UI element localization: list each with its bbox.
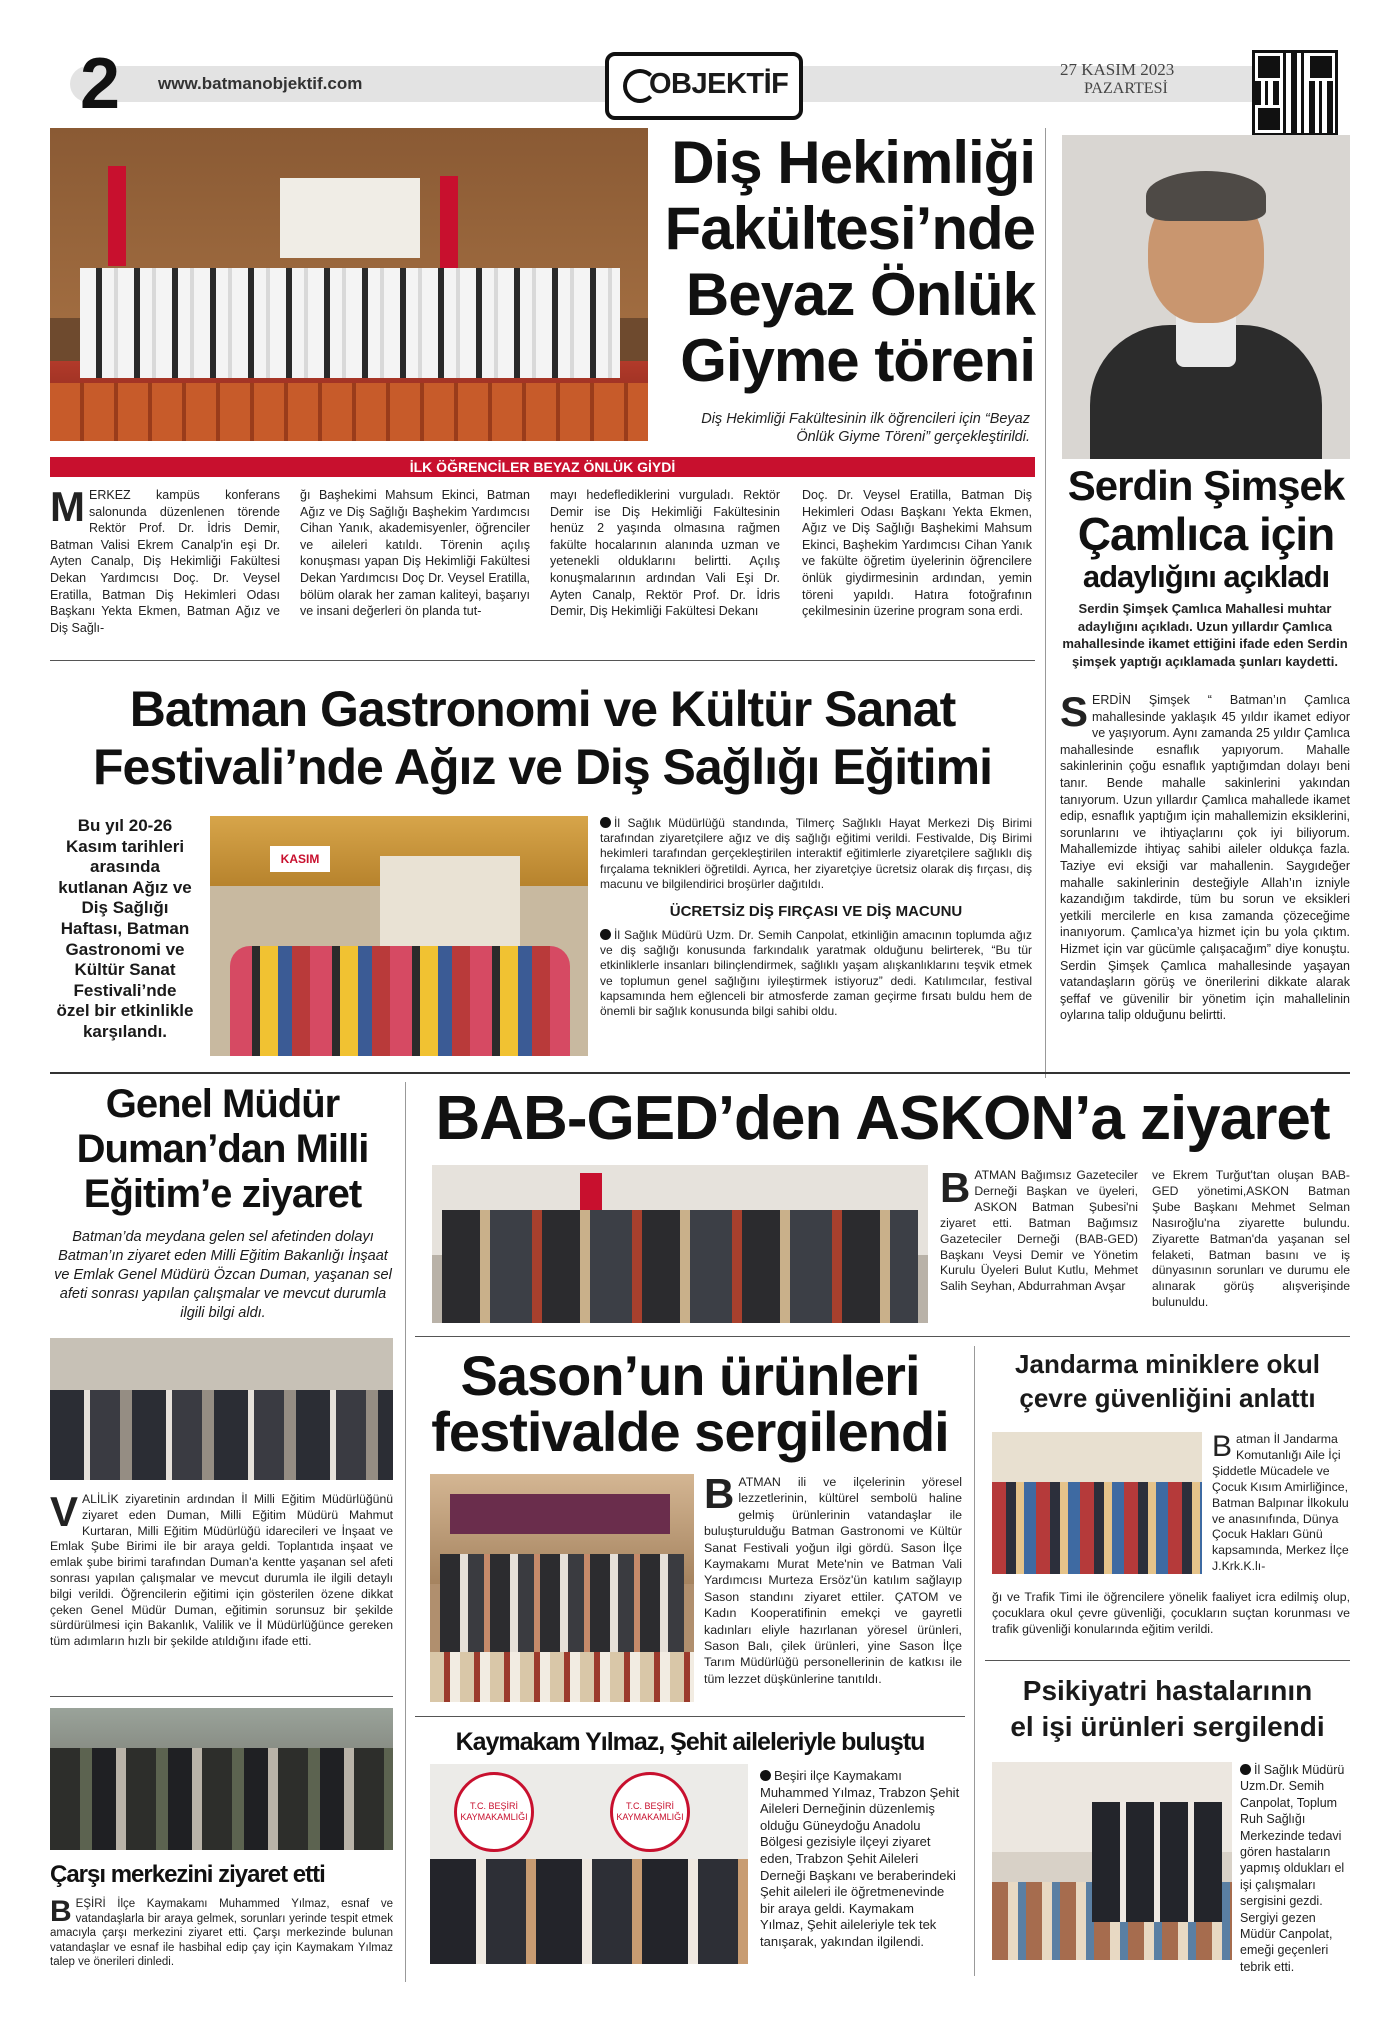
website[interactable]: www.batmanobjektif.com xyxy=(158,74,363,93)
sign-text-left: T.C. BEŞİRİ KAYMAKAMLIĞI xyxy=(460,1801,528,1822)
stand-banner xyxy=(450,1494,670,1534)
divider xyxy=(50,660,1035,661)
bullet-icon xyxy=(600,929,611,940)
officials-group xyxy=(50,1390,393,1480)
students-group xyxy=(80,268,620,378)
story1-caption: Diş Hekimliği Fakültesinin ilk öğrencileri için “Beyaz Önlük Giyme Töreni” gerçekleştirildi. xyxy=(701,411,1030,445)
divider xyxy=(985,1660,1350,1661)
story10-body: İl Sağlık Müdürü Uzm.Dr. Semih Canpolat, Toplum Ruh Sağlığı Merkezinde tedavi gören hastaların yapmış oldukları el işi çalışmaları sergisini gezdi. Sergiyi gezen Müdür Canpolat, emeği geçenleri tebrik etti. xyxy=(1240,1763,1345,1974)
story4-body: VALİLİK ziyaretinin ardından İl Milli Eğitim Müdürlüğünü ziyaret eden Duman, Milli Eğitim Müdürü Mahmut Kurtaran, Milli Eğitim Müdürlüğü idarecileri ve İnşaat ve Emlak Şube Birimi ile bir araya geldi. Toplantıda inşaat ve emlak şube birimi tarafından Duman'a kentte yaşanan sel afeti sonrası yapılan çalışmalar ve mevcut durumla ile ilgili detaylı bilgi verildi. Öğrencilerin eğitimi için gösterilen özene dikkat çeken Genel Müdür Duman, eğitimin sorunsuz bir şekilde sürdürülmesi için Bakanlık, Valilik ve İl Müdürlüğünce gereken tüm adımların hızlı bir şekilde atıldığını ifade etti. xyxy=(50,1488,393,1649)
divider xyxy=(50,1696,393,1697)
story7-body1: Batman İl Jandarma Komutanlığı Aile İçi Şiddetle Mücadele ve Çocuk Kısım Amirliğince, Batman Balpınar İlkokulu ve anasınıfında, Dünya Çocuk Hakları Günü kapsamında, Merkez İlçe J.Krk.K.lı- xyxy=(1212,1430,1349,1574)
issue-date: 27 KASIM 2023 xyxy=(1060,60,1175,79)
story1-columns xyxy=(50,483,1035,639)
flag-right xyxy=(440,176,458,276)
story1-dropcap: M xyxy=(50,483,85,530)
story5-title: BAB-GED’den ASKON’a ziyaret xyxy=(435,1084,1330,1153)
visitors-row xyxy=(440,1554,684,1654)
visitors-standing xyxy=(1092,1802,1222,1922)
story6-photo xyxy=(430,1474,694,1702)
story1-col3: mayı hedeflediklerini vurguladı. Rektör Demir ise Diş Hekimliği Fakültesinin henüz 2 yaşında olmasına rağmen fakülte hocalarının alanında uzman ve yetenekli olduklarını belirtti. Açılış konuşmalarının ardından Vali Eşi Dr. Ayten Canalp, Rektör Prof. Dr. İdris Demir, Diş Hekimliği Fakültesi Dekanı xyxy=(550,488,780,619)
children-group xyxy=(230,946,570,1056)
story4-title-line3: Eğitim’e ziyaret xyxy=(83,1172,362,1216)
bullet-icon xyxy=(760,1770,771,1781)
bullet-icon xyxy=(1240,1764,1251,1775)
projection-screen xyxy=(280,178,420,258)
story9-photo xyxy=(430,1764,748,1964)
story9-body: Beşiri ilçe Kaymakamı Muhammed Yılmaz, Trabzon Şehit Aileleri Derneğinin düzenlemiş olduğu Güneydoğu Anadolu Bölgesi gezisiyle ilçeyi ziyaret eden, Trabzon Şehit Aileleri Derneği Başkanı ve beraberindeki Şehit aileleri ile öğretmenevinde bir araya geldi. Kaymakam Yılmaz, Şehit aileleriyle tek tek tanışarak, yakından ilgilendi. xyxy=(760,1768,960,1949)
story6-dropcap: B xyxy=(704,1470,735,1517)
story7-title-line1: Jandarma miniklere okul xyxy=(1015,1349,1320,1379)
story1-col1: MERKEZ kampüs konferans salonunda düzenlenen törende Rektör Prof. Dr. İdris Demir, Batman Valisi Ekrem Canalp'in eşi Dr. Ayten Canalp, Diş Hekimliği Fakültesi Dekan Yardımcısı Doç. Dr. Veysel Eratilla, Batman Diş Hekimleri Odası Başkanı Yekta Ekmen, Batman Ağız ve Diş Sağlı- xyxy=(50,483,280,635)
story4-title-line2: Duman’dan Milli xyxy=(76,1127,369,1171)
story3-photo xyxy=(210,816,588,1056)
divider xyxy=(415,1716,965,1717)
story9-title: Kaymakam Yılmaz, Şehit aileleriyle buluştu xyxy=(455,1728,925,1756)
visitors-group xyxy=(442,1210,918,1323)
divider xyxy=(405,1082,406,1982)
story1-col4: Doç. Dr. Veysel Eratilla, Batman Diş Hekimleri Odası Başkanı Yekta Ekmen, Ağız ve Diş Sağlığı Başhekimi Mahsum Ekinci, Başhekim Yardımcısı Cihan Yanık ve fakülte öğretim üyelerinin öğrencilere önlük giydirmesinin ardından, yemin töreni yapıldı. Hatıra fotoğrafının çekilmesinin üzerine program sona erdi. xyxy=(802,488,1032,619)
story7-title-line2: çevre güvenliğini anlattı xyxy=(1019,1383,1316,1413)
page-number: 2 xyxy=(80,44,121,124)
story5-col1: BATMAN Bağımsız Gazeteciler Derneği Başkan ve üyeleri, ASKON Batman Şubesi'ni ziyaret etti. Batman Bağımsız Gazeteciler Derneği (BAB-GED) Başkanı Veysi Demir ve Yönetim Kurulu Üyeleri Bulut Kutlu, Mehmet Salih Seyhan, Abdurrahman Avşar xyxy=(940,1164,1138,1294)
story8-dropcap: B xyxy=(50,1895,72,1928)
story3-summary: Bu yıl 20-26 Kasım tarihleri arasında kutlanan Ağız ve Diş Sağlığı Haftası, Batman Gastronomi ve Kültür Sanat Festivali’nde özel bir etkinlikle karşılandı. xyxy=(56,816,194,1041)
issue-day: PAZARTESİ xyxy=(1084,80,1168,97)
story5-photo xyxy=(432,1165,928,1323)
story2-title-line1: Serdin Şimşek xyxy=(1067,462,1345,509)
story4-dropcap: V xyxy=(50,1488,79,1535)
portrait-hair xyxy=(1146,171,1266,221)
audience-row xyxy=(50,383,648,441)
story6-title-line2: festivalde sergilendi xyxy=(431,1400,949,1463)
divider xyxy=(50,1072,1350,1074)
officials-row xyxy=(430,1859,748,1964)
products-table xyxy=(430,1652,694,1702)
story3-text: İl Sağlık Müdürlüğü standında, Tilmerç Sağlıklı Hayat Merkezi Diş Birimi tarafından ziyaretçilere ağız ve diş sağlığı eğitimi verildi. Festivalde, Diş Birimi hekimleri tarafından gerçekleştirilen interaktif eğitimlerle ziyaretçilere sağlıklı diş fırçalama teknikleri öğretildi. Ayrıca, her ziyaretçiye ücretsiz olarak diş fırçası, diş macunu ve bilgilendirici broşürler dağıtıldı. ÜCRETSİZ DİŞ FIRÇASI VE DİŞ MACUNU İl Sağlık Müdürü Uzm. Dr. Semih Canpolat, etkinliğin amacının toplumda ağız ve diş sağlığı konusunda farkındalık yaratmak olduğunu belirterek, “Bu tür etkinliklerle insanları bilinçlendirmek, sağlıklı yaşam alışkanlıklarını teşvik etmek ve toplumun genel sağlığını iyileştirmek istiyoruz” dedi. Katılımcılar, festival kapsamında hem eğlenceli bir atmosferde zaman geçirme fırsatı buldu hem de önemli bir sağlık konusunda bilgi sahibi oldu. xyxy=(600,816,1032,1019)
story2-title-line2: Çamlıca için xyxy=(1077,508,1335,560)
story1-col2: ğı Başhekimi Mahsum Ekinci, Batman Ağız ve Diş Sağlığı Başhekim Yardımcısı Cihan Yanık, akademisyenler, öğrenciler ve aileleri katıldı. Törenin açılış konuşması yapan Diş Hekimliği Fakültesi Dekan Yardımcısı Doç Dr. Veysel Eratilla, bölüm olarak her zaman kaliteyi, başarıyı ve insani değerleri ön planda tut- xyxy=(300,488,530,619)
story1-headline: Diş Hekimliği Fakültesi’nde Beyaz Önlük Giyme töreni xyxy=(664,129,1035,394)
bullet-icon xyxy=(600,817,611,828)
story7-body2: ğı ve Trafik Timi ile öğrencilere yönelik faaliyet icra edilmiş olup, çocuklara okul çevre güvenliği, çocukların suçtan korunması ve trafik güvenliği konularında eğitim verildi. xyxy=(992,1590,1350,1636)
children-classroom xyxy=(992,1482,1202,1574)
story10-title-line1: Psikiyatri hastalarının xyxy=(1022,1675,1313,1706)
story10-title-line2: el işi ürünleri sergilendi xyxy=(1010,1711,1325,1742)
story2-body: SERDİN Şimşek “ Batman’ın Çamlıca mahallesinde yaklaşık 45 yıldır ikamet ediyor ve yaşıyorum. Aynı zamanda 25 yıldır Çamlıca mahallesinde esnaflık yapıyorum. Mahalle sakinlerinin çoğu esnaflık yaptığımdan dolayı beni tanır. Bende mahalle sakinlerini yakından tanıyorum. Uzun yıllardır Çamlıca mahallede ikamet edip, esnaflık yaptığım için mahallemizin eksiklerini, sorunlarını ve ihtiyaçlarını çok iyi biliyorum. Mahallemizde ihtiyaç sahibi aileler oldukça fazla. Taziye evi eksiği var mahallenin. Saygıdeğer mahalle sakinlerinin desteğiyle Allah’ın izniyle kazandığım takdirde, tüm bu sorun ve eksikleri yetkili mercilerle en kısa zamanda çözeceğime inanıyorum. Çamlıca’ya hizmet için bu yola çıktım. Hizmet için var gücümle çalışacağım” diye konuştu. Serdin Şimşek Çamlıca mahallesinde yaşayan vatandaşların görüş ve önerilerini dikkate alarak şeffaf ve güvenilir bir yönetim için mahallelinin oylarına talip olduğunu belirtti. xyxy=(1060,688,1350,1023)
divider xyxy=(1045,128,1046,1078)
story6-body: BATMAN ili ve ilçelerinin yöresel lezzetlerinin, kültürel sembolü haline gelmiş ürünlerinin vatandaşlar ile buluşturulduğu Batman Gastronomi ve Kültür Sanat Festivali yoğun ilgi gördü. Sason İlçe Kaymakamı Murat Mete'nin ve Batman Vali Yardımcısı Murteza Ersöz'ün katılım sağlayıp Sason standını ziyaret ettiler. ÇATOM ve Kadın Kooperatifinin emekçi ve gayretli kadınları eliyle hazırlanan yöresel ürünleri, Sason Balı, çilek ürünleri, yine Sason İlçe Tarım Müdürlüğü personellerinin de katkısı ile tüm lezzet düşkünlerine tanıtıldı. xyxy=(704,1470,962,1686)
story2-dropcap: S xyxy=(1060,688,1089,735)
story8-photo xyxy=(50,1708,393,1850)
story4-photo xyxy=(50,1338,393,1480)
story7-photo xyxy=(992,1432,1202,1574)
divider xyxy=(974,1346,975,1976)
sign-text-right: T.C. BEŞİRİ KAYMAKAMLIĞI xyxy=(616,1801,684,1822)
flag-left xyxy=(108,166,126,266)
festival-sign: KASIM xyxy=(270,846,330,872)
story8-title: Çarşı merkezini ziyaret etti xyxy=(50,1861,325,1888)
story8-body: BEŞİRİ İlçe Kaymakamı Muhammed Yılmaz, esnaf ve vatandaşlarla bir araya gelmek, sorunları yerinde tespit etmek amacıyla çarşı merkezini ziyaret etti. Çarşı merkezinde bulunan vatandaşlar ve esnaf ile hasbihal edip çay için Kaymakam Yılmaz talep ve önerileri dinledi. xyxy=(50,1895,393,1969)
sign-banner-left xyxy=(454,1772,534,1852)
story1-subhead: İLK ÖĞRENCİLER BEYAZ ÖNLÜK GİYDİ xyxy=(50,457,1035,477)
header-bar xyxy=(50,44,1350,124)
story3-subhead: ÜCRETSİZ DİŞ FIRÇASI VE DİŞ MACUNU xyxy=(669,903,963,921)
story1-photo xyxy=(50,128,648,441)
story2-summary: Serdin Şimşek Çamlıca Mahallesi muhtar adaylığını açıkladı. Uzun yıllardır Çamlıca mahallesinde ikamet ettiğini ifade eden Serdin şimşek yaptığı açıklamada şunları kaydetti. xyxy=(1062,601,1348,669)
story3-title-line1: Batman Gastronomi ve Kültür Sanat xyxy=(129,681,956,737)
story10-photo xyxy=(992,1762,1232,1960)
sign-banner-right xyxy=(610,1772,690,1852)
story2-title-line3: adaylığını açıkladı xyxy=(1082,559,1330,594)
story4-title-line1: Genel Müdür xyxy=(105,1082,340,1126)
story3-title-line2: Festivali’nde Ağız ve Diş Sağlığı Eğitimi xyxy=(92,739,993,795)
divider xyxy=(415,1336,1350,1337)
qr-code-icon[interactable] xyxy=(1252,50,1338,136)
portrait-photo xyxy=(1062,135,1350,459)
story5-dropcap: B xyxy=(940,1164,971,1211)
logo-text: OBJEKTİF xyxy=(649,68,789,100)
story5-col2: ve Ekrem Turğut'tan oluşan BAB-GED yönetimi,ASKON Batman Şube Başkanı Mehmet Selman Nasıroğlu'na ziyarette bulundu. Ziyarette Batman'da yaşanan sel felaketi, Batman basını ve iş dünyasının sorunları ve durumu ele alınarak görüş alışverişinde bulunuldu. xyxy=(1152,1168,1350,1310)
story7-dropcap: B xyxy=(1212,1430,1233,1463)
story4-summary: Batman’da meydana gelen sel afetinden dolayı Batman’ın ziyaret eden Milli Eğitim Bakanlığı İnşaat ve Emlak Genel Müdürü Özcan Duman, yaşanan sel afeti sonrası yapılan çalışmalar ve mevcut durumla ilgili bilgi aldı. xyxy=(54,1229,392,1321)
story6-title-line1: Sason’un ürünleri xyxy=(460,1344,920,1407)
street-group xyxy=(50,1748,393,1850)
objektif-logo xyxy=(605,52,803,120)
